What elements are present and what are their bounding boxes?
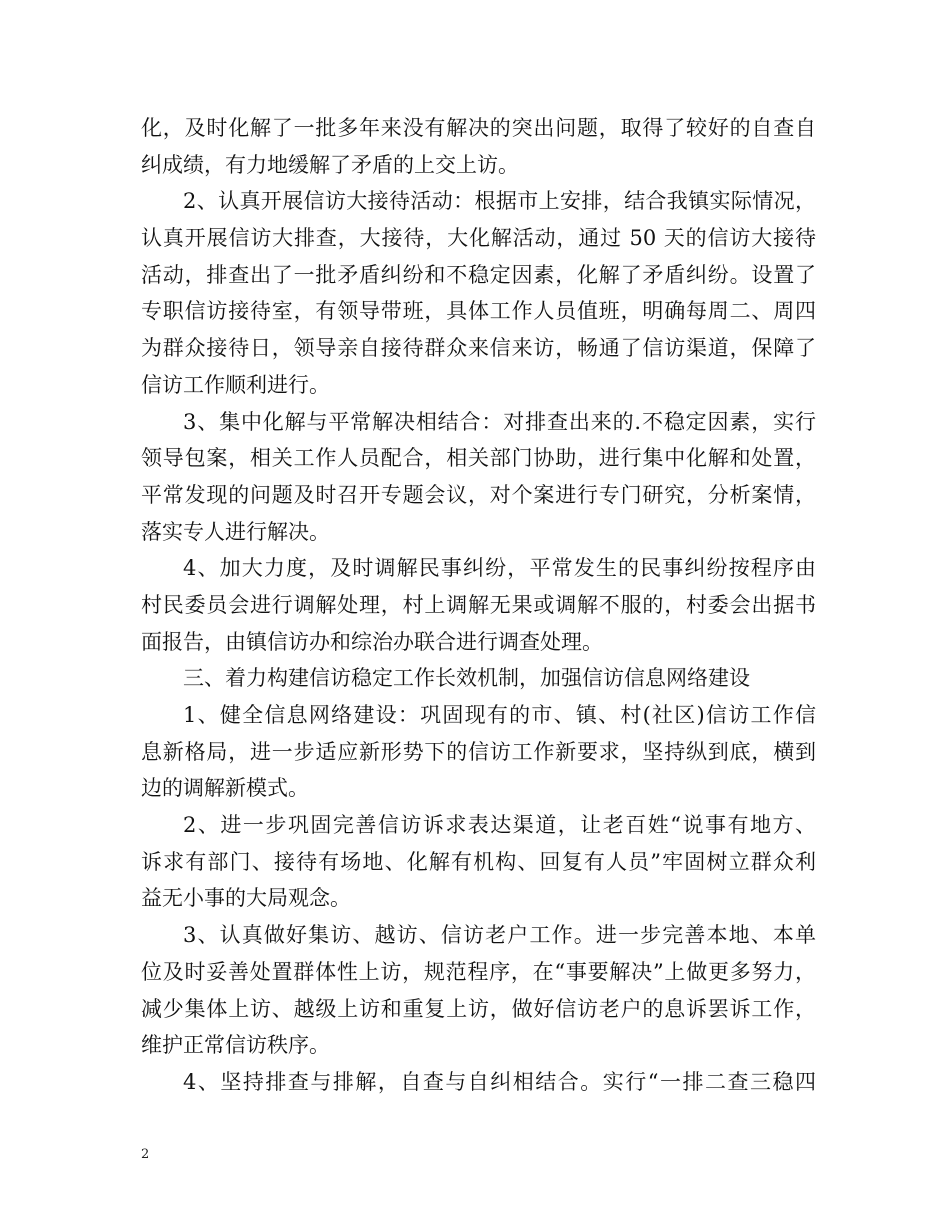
text-line: 化，及时化解了一批多年来没有解决的突出问题，取得了较好的自查自: [141, 116, 816, 140]
text-line: 益无小事的大局观念。: [141, 886, 351, 911]
text-line: 认真开展信访大排查，大接待，大化解活动，通过 50 天的信访大接待: [141, 226, 816, 251]
text-line: 3、集中化解与平常解决相结合：对排查出来的.不稳定因素，实行: [183, 409, 816, 434]
text-line: 活动，排查出了一批矛盾纠纷和不稳定因素，化解了矛盾纠纷。设置了: [141, 262, 816, 287]
text-line: 落实专人进行解决。: [141, 519, 330, 544]
text-line: 维护正常信访秩序。: [141, 1033, 330, 1058]
text-line: 纠成绩，有力地缓解了矛盾的上交上访。: [141, 152, 519, 177]
text-line: 2、进一步巩固完善信访诉求表达渠道，让老百姓“说事有地方、: [183, 813, 816, 838]
text-line: 边的调解新模式。: [141, 776, 309, 801]
text-line: 息新格局，进一步适应新形势下的信访工作新要求，坚持纵到底，横到: [141, 739, 816, 764]
text-line: 三、着力构建信访稳定工作长效机制，加强信访信息网络建设: [183, 666, 750, 691]
page-number: 2: [141, 1147, 150, 1162]
text-line: 1、健全信息网络建设：巩固现有的市、镇、村(社区)信访工作信: [183, 703, 816, 727]
text-line: 诉求有部门、接待有场地、化解有机构、回复有人员”牢固树立群众利: [141, 849, 816, 874]
text-line: 面报告，由镇信访办和综治办联合进行调查处理。: [141, 629, 603, 654]
text-line: 位及时妥善处置群体性上访，规范程序，在“事要解决”上做更多努力，: [141, 959, 816, 984]
text-line: 4、坚持排查与排解，自查与自纠相结合。实行“一排二查三稳四: [183, 1069, 816, 1094]
text-line: 领导包案，相关工作人员配合，相关部门协助，进行集中化解和处置，: [141, 446, 816, 471]
text-line: 3、认真做好集访、越访、信访老户工作。进一步完善本地、本单: [183, 923, 816, 948]
text-line: 2、认真开展信访大接待活动：根据市上安排，结合我镇实际情况，: [183, 189, 816, 214]
text-line: 减少集体上访、越级上访和重复上访，做好信访老户的息诉罢诉工作，: [141, 996, 816, 1021]
text-line: 村民委员会进行调解处理，村上调解无果或调解不服的，村委会出据书: [141, 592, 816, 617]
document-body: [141, 110, 816, 1101]
text-line: 平常发现的问题及时召开专题会议，对个案进行专门研究，分析案情，: [141, 482, 816, 507]
text-line: 专职信访接待室，有领导带班，具体工作人员值班，明确每周二、周四: [141, 299, 816, 324]
text-line: 为群众接待日，领导亲自接待群众来信来访，畅通了信访渠道，保障了: [141, 336, 816, 361]
text-line: 信访工作顺利进行。: [141, 372, 330, 397]
text-line: 4、加大力度，及时调解民事纠纷，平常发生的民事纠纷按程序由: [183, 556, 816, 581]
